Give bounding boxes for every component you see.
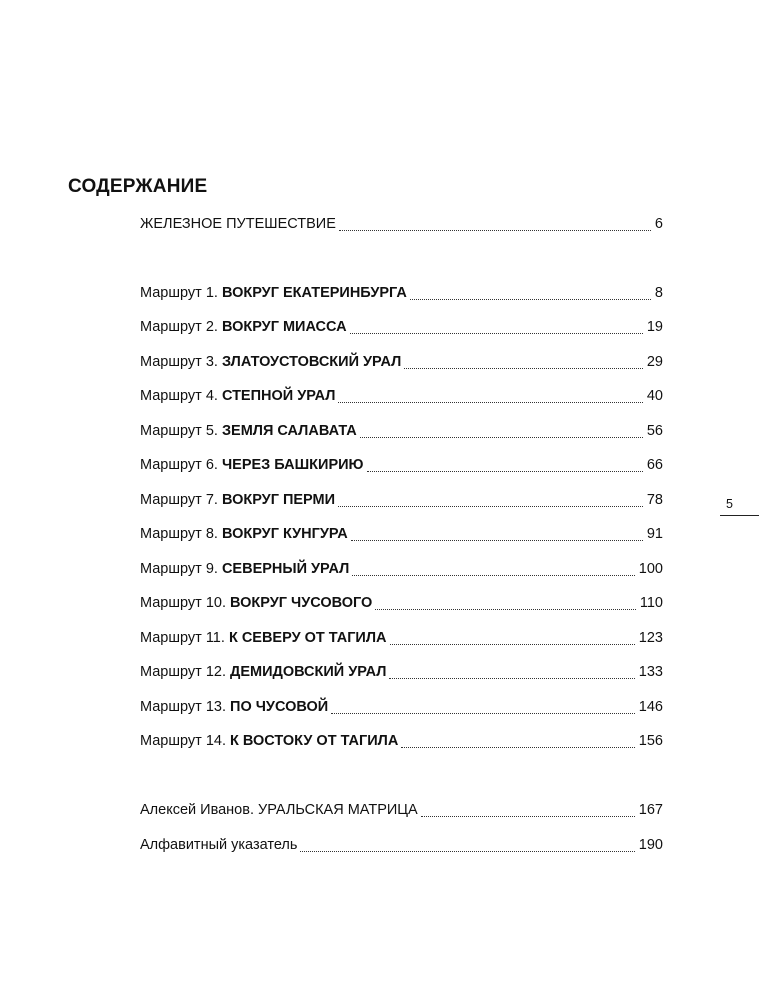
toc-entry (140, 662, 663, 682)
toc-entry-label (140, 559, 349, 579)
dot-leader (351, 540, 643, 541)
page-number: 5 (726, 497, 733, 511)
toc-entry (140, 593, 663, 613)
toc-entry-page: 56 (646, 423, 663, 439)
toc-entry-label (140, 697, 328, 717)
dot-leader (404, 368, 643, 369)
toc-entry-prefix: Маршрут 12. (140, 664, 231, 680)
toc-entry-title: ПО ЧУСОВОЙ (230, 699, 329, 715)
toc-entry-page: 167 (638, 802, 663, 818)
dot-leader (338, 402, 642, 403)
toc-entry-title: ВОКРУГ КУНГУРА (221, 526, 348, 542)
dot-leader (331, 713, 635, 714)
toc-entry-page: 190 (638, 837, 663, 853)
toc-entry-prefix: Маршрут 4. (140, 388, 222, 404)
toc-entry-label (140, 283, 407, 303)
toc-entry-page: 6 (654, 216, 663, 232)
toc-entry-page: 110 (639, 595, 663, 611)
toc-entry (140, 455, 663, 475)
toc-entry-prefix: Маршрут 9. (140, 561, 222, 577)
toc-entry-page: 100 (638, 561, 663, 577)
toc-entry-page: 78 (646, 492, 663, 508)
toc-entry-page: 156 (638, 733, 663, 749)
toc-entry-label (140, 214, 336, 234)
toc-entry-prefix: Маршрут 11. (140, 630, 229, 646)
toc-entry-title: ВОКРУГ ЧУСОВОГО (230, 595, 373, 611)
toc-entry-title: СТЕПНОЙ УРАЛ (221, 388, 336, 404)
toc-entry-label (140, 524, 348, 544)
toc-entry-prefix: Маршрут 2. (140, 319, 222, 335)
toc-entry (140, 731, 663, 751)
toc-entry-page: 91 (646, 526, 663, 542)
toc-entry-label (140, 628, 387, 648)
dot-leader (350, 333, 643, 334)
toc-entry-prefix: Маршрут 5. (140, 423, 222, 439)
toc-entry (140, 317, 663, 337)
toc-entry (140, 524, 663, 544)
toc-entry-page: 29 (646, 354, 663, 370)
toc-entry-title: ЧЕРЕЗ БАШКИРИЮ (221, 457, 364, 473)
toc-entry-title: К СЕВЕРУ ОТ ТАГИЛА (228, 630, 387, 646)
toc-entry-title: ВОКРУГ ПЕРМИ (221, 492, 336, 508)
toc-entry-prefix: Маршрут 6. (140, 457, 222, 473)
toc-entry (140, 490, 663, 510)
toc-entry-page: 40 (646, 388, 663, 404)
toc-entry-label (140, 490, 335, 510)
dot-leader (375, 609, 636, 610)
toc-entry-page: 8 (654, 285, 663, 301)
toc-entry-title: СЕВЕРНЫЙ УРАЛ (221, 561, 350, 577)
dot-leader (300, 851, 634, 852)
toc-entry-prefix: Маршрут 10. (140, 595, 231, 611)
toc-entry (140, 214, 663, 234)
toc-entry-prefix: Маршрут 1. (140, 285, 222, 301)
dot-leader (390, 644, 635, 645)
toc-entry-label (140, 835, 297, 855)
toc-entry (140, 283, 663, 303)
toc-entry (140, 352, 663, 372)
toc-entry-label (140, 352, 401, 372)
toc-entry-prefix: Маршрут 3. (140, 354, 222, 370)
toc-entry-title: ДЕМИДОВСКИЙ УРАЛ (230, 664, 387, 680)
toc-entry-title: К ВОСТОКУ ОТ ТАГИЛА (230, 733, 399, 749)
toc-entry-label (140, 593, 372, 613)
dot-leader (410, 299, 651, 300)
dot-leader (339, 230, 651, 231)
toc-entry-page: 133 (638, 664, 663, 680)
toc-entry (140, 421, 663, 441)
toc-heading: СОДЕРЖАНИЕ (68, 176, 208, 197)
toc-entry (140, 386, 663, 406)
toc-entry-label (140, 800, 418, 820)
toc-entry-page: 19 (646, 319, 663, 335)
toc-entry-label (140, 662, 386, 682)
toc-entry-label (140, 455, 364, 475)
toc-entry-prefix: Маршрут 7. (140, 492, 222, 508)
dot-leader (338, 506, 643, 507)
toc-entry-label (140, 731, 398, 751)
toc-entry (140, 835, 663, 855)
dot-leader (401, 747, 635, 748)
dot-leader (352, 575, 635, 576)
toc-entry-prefix: Маршрут 14. (140, 733, 231, 749)
toc-entry-page: 66 (646, 457, 663, 473)
toc-entry-page: 123 (638, 630, 663, 646)
toc-entry-title: ВОКРУГ ЕКАТЕРИНБУРГА (221, 285, 407, 301)
toc-entry-prefix: Маршрут 13. (140, 699, 231, 715)
toc-entry-title: УРАЛЬСКАЯ МАТРИЦА (258, 802, 418, 818)
toc-entry-prefix: Алексей Иванов. (140, 802, 259, 818)
toc-entry-label (140, 317, 347, 337)
toc-entry-page: 146 (638, 699, 663, 715)
toc-entry-title: ЖЕЛЕЗНОЕ ПУТЕШЕСТВИЕ (140, 216, 336, 232)
toc-entry-label (140, 421, 357, 441)
dot-leader (360, 437, 643, 438)
dot-leader (421, 816, 635, 817)
toc-entry-title: ВОКРУГ МИАССА (221, 319, 347, 335)
toc-entry (140, 800, 663, 820)
toc-entry-title: Алфавитный указатель (140, 837, 298, 853)
toc-entry (140, 628, 663, 648)
page-number-rule (720, 515, 759, 516)
toc-entry-prefix: Маршрут 8. (140, 526, 222, 542)
dot-leader (367, 471, 643, 472)
toc-entry (140, 697, 663, 717)
toc-entry-title: ЗЛАТОУСТОВСКИЙ УРАЛ (221, 354, 402, 370)
toc-entry-title: ЗЕМЛЯ САЛАВАТА (221, 423, 357, 439)
dot-leader (389, 678, 634, 679)
toc-entry (140, 559, 663, 579)
toc-entry-label (140, 386, 335, 406)
